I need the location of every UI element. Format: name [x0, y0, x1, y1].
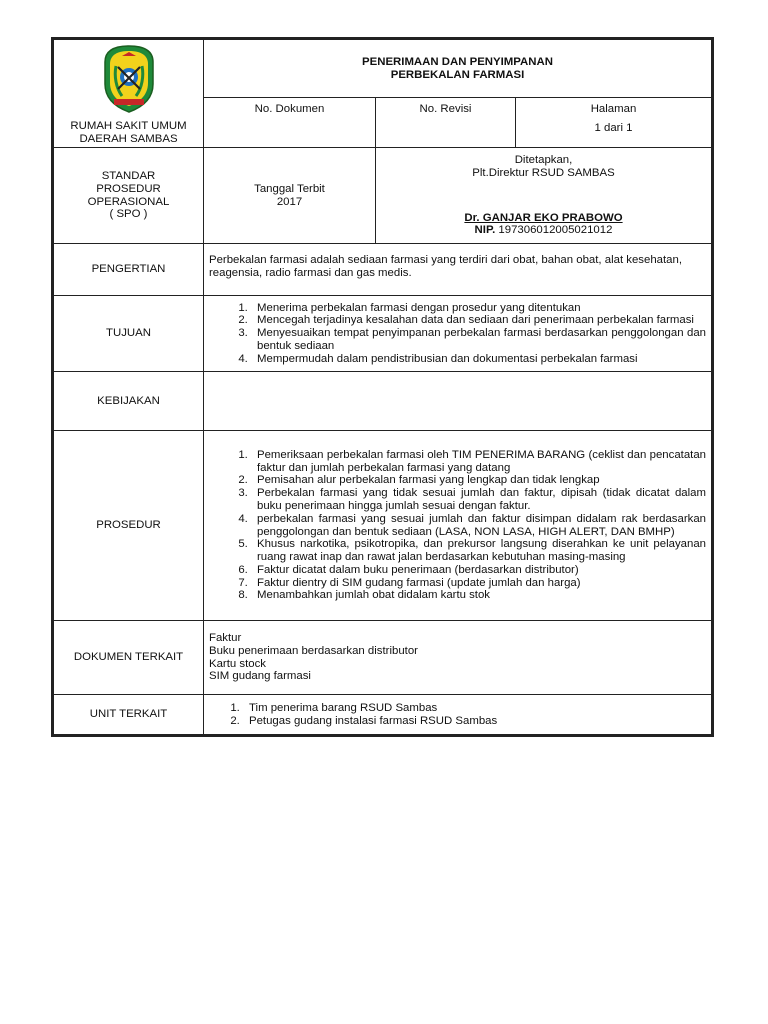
ditetapkan-text: Ditetapkan, [514, 154, 573, 166]
spo-table [53, 39, 712, 735]
no-revisi-label: No. Revisi [419, 103, 472, 115]
sambas-regency-emblem-icon [100, 44, 158, 114]
tujuan-list [209, 302, 706, 366]
list-item: Kartu stock [209, 657, 266, 670]
spo-line1: STANDAR [101, 169, 156, 182]
list-item: 4. perbekalan farmasi yang sesuai jumlah dan faktur disimpan didalam rak berdasarkan penggolongan dan bentuk sediaan (LASA, NON LASA, HIGH ALERT, DAN BMHP) [251, 513, 706, 539]
title-row [54, 40, 712, 98]
tujuan-label: TUJUAN [54, 296, 204, 372]
halaman-value: 1 dari 1 [594, 121, 633, 134]
list-item: 2. Petugas gudang instalasi farmasi RSUD Sambas [243, 715, 706, 728]
list-item: 4. Mempermudah dalam pendistribusian dan dokumentasi perbekalan farmasi [251, 353, 706, 366]
pengertian-row [54, 244, 712, 296]
spo-line3: OPERASIONAL [87, 195, 170, 208]
halaman-label: Halaman [590, 103, 637, 115]
unit-terkait-list [209, 702, 706, 728]
tanggal-terbit-label: Tanggal Terbit [254, 182, 325, 195]
list-item: 1. Pemeriksaan perbekalan farmasi oleh TIM PENERIMA BARANG (ceklist dan pencatatan faktur dan jumlah perbekalan farmasi yang datang [251, 449, 706, 475]
spo-label-cell [54, 148, 204, 244]
list-item: Faktur [209, 631, 242, 644]
signer-name: Dr. GANJAR EKO PRABOWO [464, 211, 623, 224]
no-dokumen-cell [204, 98, 376, 148]
spo-line2: PROSEDUR [96, 182, 161, 195]
unit-terkait-label: UNIT TERKAIT [54, 695, 204, 735]
unit-terkait-content [204, 695, 712, 735]
document-title [204, 40, 712, 98]
pengertian-text: Perbekalan farmasi adalah sediaan farmasi yang terdiri dari obat, bahan obat, alat kesehatan, reagensia, radio farmasi dan gas medis. [204, 244, 712, 296]
title-line1: PENERIMAAN DAN PENYIMPANAN [362, 55, 553, 68]
list-item: 3. Menyesuaikan tempat penyimpanan perbekalan farmasi berdasarkan penggolongan dan bentuk sediaan [251, 327, 706, 353]
signature-cell [376, 148, 712, 244]
dokumen-terkait-content [204, 621, 712, 695]
list-item: SIM gudang farmasi [209, 670, 311, 683]
list-item: 2. Mencegah terjadinya kesalahan data dan sediaan dari penerimaan perbekalan farmasi [251, 314, 706, 327]
tanggal-terbit-value: 2017 [276, 195, 303, 208]
list-item: Buku penerimaan berdasarkan distributor [209, 644, 418, 657]
tujuan-content [204, 296, 712, 372]
list-item: 6. Faktur dicatat dalam buku penerimaan (berdasarkan distributor) [251, 564, 706, 577]
jabatan-text: Plt.Direktur RSUD SAMBAS [472, 166, 615, 179]
institution-name-line2: DAERAH SAMBAS [79, 132, 178, 145]
nip-label: NIP. [474, 224, 496, 237]
prosedur-list [209, 449, 706, 602]
spo-row [54, 148, 712, 244]
nip-value: 197306012005021012 [498, 224, 613, 237]
no-dokumen-label: No. Dokumen [254, 103, 325, 115]
unit-terkait-row [54, 695, 712, 735]
prosedur-content [204, 431, 712, 621]
prosedur-label: PROSEDUR [54, 431, 204, 621]
pengertian-label: PENGERTIAN [54, 244, 204, 296]
list-item: 1. Tim penerima barang RSUD Sambas [243, 702, 706, 715]
title-line2: PERBEKALAN FARMASI [390, 68, 525, 81]
list-item: 3. Perbekalan farmasi yang tidak sesuai jumlah dan faktur, dipisah (tidak dicatat dalam buku penerimaan hingga jumlah sesuai dengan faktur. [251, 487, 706, 513]
kebijakan-label: KEBIJAKAN [54, 372, 204, 431]
kebijakan-content [204, 372, 712, 431]
kebijakan-row [54, 372, 712, 431]
prosedur-row [54, 431, 712, 621]
spo-document [51, 37, 714, 737]
list-item: 1. Menerima perbekalan farmasi dengan prosedur yang ditentukan [251, 302, 706, 315]
spo-line4: ( SPO ) [109, 208, 148, 221]
tujuan-row [54, 296, 712, 372]
signer-nip [381, 224, 706, 237]
list-item: 5. Khusus narkotika, psikotropika, dan prekursor langsung diserahkan ke unit pelayanan ruang rawat inap dan rawat jalan berdasarkan kebutuhan masing-masing [251, 538, 706, 564]
institution-name-line1: RUMAH SAKIT UMUM [70, 120, 187, 132]
tanggal-terbit-cell [204, 148, 376, 244]
list-item: 8. Menambahkan jumlah obat didalam kartu stok [251, 589, 706, 602]
dokumen-terkait-row [54, 621, 712, 695]
list-item: 7. Faktur dientry di SIM gudang farmasi (update jumlah dan harga) [251, 577, 706, 590]
dokumen-terkait-label: DOKUMEN TERKAIT [54, 621, 204, 695]
institution-cell [54, 40, 204, 148]
list-item: 2. Pemisahan alur perbekalan farmasi yang lengkap dan tidak lengkap [251, 474, 706, 487]
halaman-cell [516, 98, 712, 148]
signature-space [381, 180, 706, 212]
no-revisi-cell [376, 98, 516, 148]
